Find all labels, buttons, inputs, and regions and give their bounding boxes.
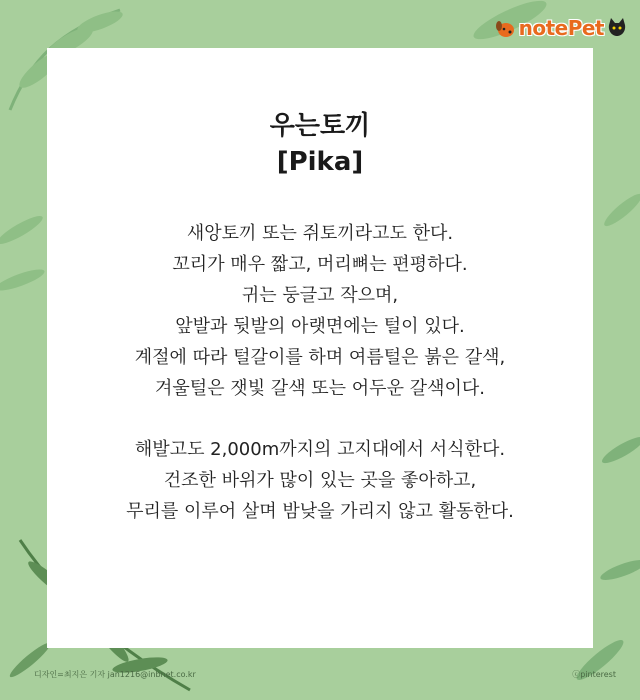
body-line: 귀는 둥글고 작으며, — [241, 285, 399, 306]
content-card — [47, 48, 593, 648]
image-source: ⓒpinterest — [572, 670, 616, 679]
design-credit: 디자인=최지은 기자 jan1216@inbnet.co.kr — [34, 670, 196, 679]
brand-logo-text: notePet — [518, 16, 604, 40]
body-line: 계절에 따라 털갈이를 하며 여름털은 붉은 갈색, — [134, 347, 506, 368]
brand-logo — [495, 16, 628, 40]
card-title: 우는토끼 — [269, 111, 371, 141]
leaf-decoration-left — [0, 200, 48, 320]
cat-icon — [606, 17, 628, 39]
body-line: 해발고도 2,000m까지의 고지대에서 서식한다. — [134, 439, 506, 460]
paragraph-gap — [47, 404, 593, 434]
body-line: 겨울털은 잿빛 갈색 또는 어두운 갈색이다. — [155, 378, 485, 399]
body-line: 무리를 이루어 살며 밤낮을 가리지 않고 활동한다. — [126, 501, 514, 522]
leaf-decoration-right — [593, 150, 640, 650]
body-line: 꼬리가 매우 짧고, 머리뼈는 편평하다. — [172, 254, 468, 275]
body-line: 새앙토끼 또는 쥐토끼라고도 한다. — [186, 223, 454, 244]
card-body — [47, 218, 593, 527]
body-line: 건조한 바위가 많이 있는 곳을 좋아하고, — [163, 470, 477, 491]
dog-icon — [495, 18, 517, 38]
card-subtitle: [Pika] — [276, 147, 364, 177]
card-title-block — [47, 108, 593, 180]
body-line: 앞발과 뒷발의 아랫면에는 털이 있다. — [175, 316, 465, 337]
